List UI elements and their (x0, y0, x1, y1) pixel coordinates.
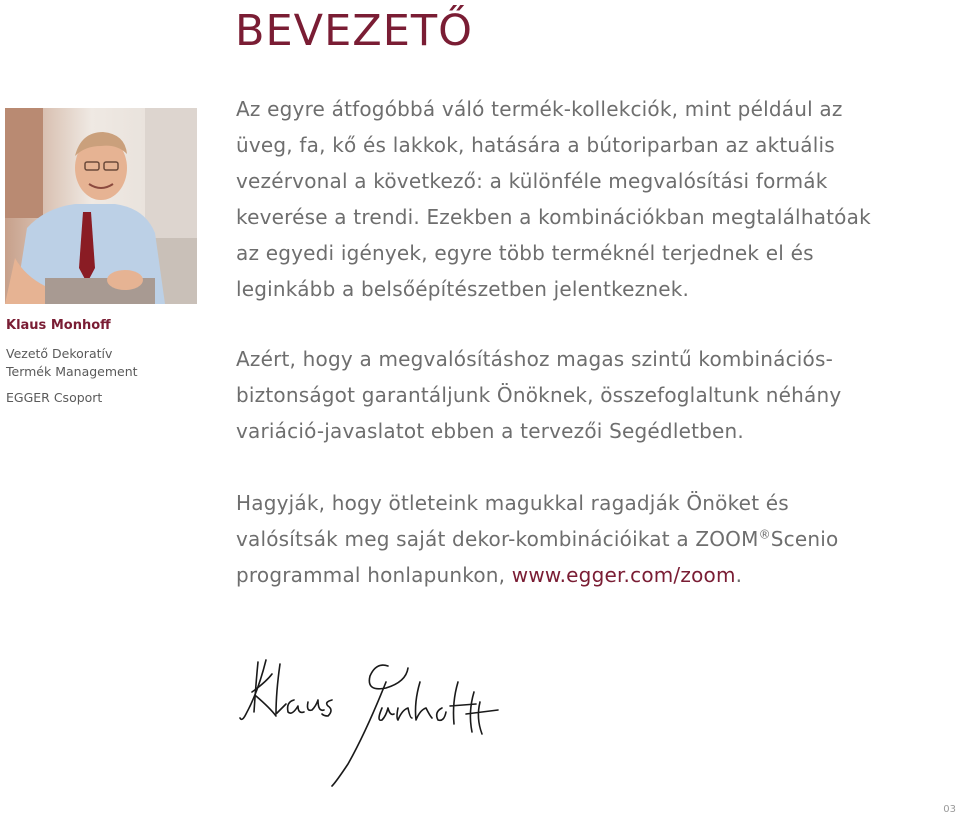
zoom-website-link[interactable]: www.egger.com/zoom (511, 563, 736, 587)
signature-image (236, 652, 511, 792)
registered-mark: ® (758, 527, 771, 542)
author-company: EGGER Csoport (6, 390, 103, 405)
intro-paragraph-2: Azért, hogy a megvalósításhoz magas szintű kombinációs- biztonságot garantáljunk Önöknek, összefoglaltunk néhány variáció-javaslatot ebben a tervezői Segédletben. (236, 347, 842, 443)
intro-paragraph-3 (236, 485, 946, 593)
author-portrait-image (5, 108, 197, 304)
author-name: Klaus Monhoff (6, 318, 111, 333)
page-number: 03 (943, 804, 956, 815)
page-title: BEVEZETŐ (235, 6, 473, 56)
paragraph-3-text-middle: Scenio programmal honlapunkon, (236, 527, 839, 587)
paragraph-3-text-start: Hagyják, hogy ötleteink magukkal ragadják Önöket és valósítsák meg saját dekor-kombinációikat a ZOOM (236, 491, 789, 551)
author-photo (5, 108, 197, 304)
paragraph-3-text-end: . (735, 563, 743, 587)
intro-paragraph-1: Az egyre átfogóbbá váló termék-kollekciók, mint például az üveg, fa, kő és lakkok, hatására a bútoriparban az aktuális vezérvonal a következő: a különféle megvalósítási formák keverése a trendi. Ezekben a kombinációkban megtalálhatóak az egyedi igények, egyre több terméknél terjednek el és leginkább a belsőépítészetben jelentkeznek. (236, 97, 871, 301)
author-role: Vezető Dekoratív Termék Management (6, 346, 138, 379)
